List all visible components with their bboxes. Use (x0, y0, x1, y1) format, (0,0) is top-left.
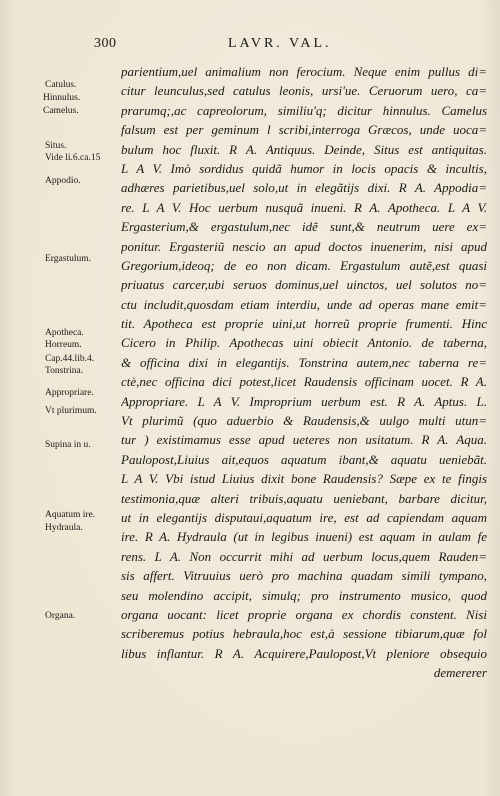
text-line: L A V. Vbi istud Liuius dixit bone Raudensis? Sæpe ex te fingis (121, 471, 487, 487)
catchword: demererer (433, 665, 487, 681)
body-text (121, 62, 487, 683)
text-line: libus inflantur. R A. Acquirere,Paulopost,Vt pleniore obsequio (121, 645, 487, 661)
margin-note-camelus: Camelus. (43, 106, 79, 116)
text-line: sis affert. Vitruuius uerò pro machina quadam simili tympano, (121, 568, 487, 584)
margin-notes (0, 0, 120, 796)
margin-note-apotheca: Apotheca. (45, 328, 84, 338)
margin-note-organa: Organa. (45, 611, 76, 621)
text-line: rens. L A. Non occurrit mihi ad uerbum locus,quem Rauden= (121, 548, 487, 564)
text-line: seu molendino accipit, simulq; pro instrumento musico, quod (121, 587, 487, 603)
page-number: 300 (94, 36, 117, 51)
text-line: Appropriare. L A V. Improprium uerbum est. R A. Aptus. L. (121, 393, 487, 409)
text-line: testimonia,quæ alteri tribuis,aquatu ueniebant, barbare dicitur, (121, 490, 487, 506)
text-line: re. L A V. Hoc uerbum nusquã inueni. R A. Apotheca. L A V. (121, 199, 487, 215)
margin-note-horreum: Horreum. (45, 340, 82, 350)
margin-note-hinnulus: Hinnulus. (43, 93, 81, 103)
text-line: tur ) existimamus esse apud ueteres non usitatum. R A. Aqua. (121, 432, 487, 448)
text-line: falsum est per geminum l scribi,interroga Græcos, unde uoca= (121, 122, 487, 138)
margin-note-aquatum: Aquatum ire. (45, 510, 96, 520)
text-line: tit. Apotheca est proprie uini,ut horreũ proprie frumenti. Hinc (121, 316, 487, 332)
text-line: scriberemus potius hebraula,hoc est,à sessione tibiarum,quæ fol (121, 626, 487, 642)
margin-note-appropriare: Appropriare. (45, 388, 94, 398)
text-line: organa uocant: licet proprie organa ex chordis constent. Nisi (121, 606, 487, 622)
text-line: priuatus carcer,ubi seruos dominus,uel uinctos, uel solutos no= (121, 277, 487, 293)
text-line: ponitur. Ergasteriũ nescio an apud doctos inuenerim, nisi apud (121, 238, 487, 254)
text-line: bulum hoc fluxit. R A. Antiquus. Deinde, Situs est antiquitas. (121, 141, 487, 157)
margin-note-situs: Situs. (45, 141, 67, 151)
text-line: Vt plurimũ (quo aduerbio & Raudensis,& uulgo multi utun= (121, 413, 487, 429)
margin-note-supina: Supina in u. (45, 440, 91, 450)
text-line: & officina dixi in elegantijs. Tonstrina autem,nec taberna re= (121, 354, 487, 370)
text-line: L A V. Imò sordidus quidã humor in locis opacis & incultis, (121, 160, 487, 176)
text-line: ctu includit,quosdam etiam interdiu, unde ad operas mane emit= (121, 296, 487, 312)
margin-note-appodio: Appodio. (45, 176, 81, 186)
margin-note-vide: Vide li.6.ca.15 (45, 153, 101, 163)
text-line: Gregorium,ideoq; de eo non dicam. Ergastulum autẽ,est quasi (121, 257, 487, 273)
text-line: Cicero in Philip. Apothecas uini obiecit Antonio. de taberna, (121, 335, 487, 351)
margin-note-tonstrina: Tonstrina. (45, 366, 84, 376)
margin-note-vt-plurimum: Vt plurimum. (45, 406, 97, 416)
text-line: parientium,uel animalium non ferocium. Neque enim pullus di= (121, 64, 487, 79)
margin-note-catulus: Catulus. (45, 80, 77, 90)
text-line: ut in elegantijs disputaui,aquatum ire, est ad capiendam aquam (121, 509, 487, 525)
margin-note-hydraula: Hydraula. (45, 523, 83, 533)
text-line: Paulopost,Liuius ait,equos aquatum ibant,& aquatu ueniebãt. (121, 451, 487, 467)
running-title: LAVR. VAL. (228, 36, 332, 51)
text-line: citur leunculus,sed catulus leonis, ursi'ue. Ceruorum uero, ca= (121, 83, 487, 99)
text-line: Ergasterium,& ergastulum,nec idẽ sunt,& neutrum uere ex= (121, 219, 487, 235)
text-line: ire. R A. Hydraula (ut in legibus inueni) est aquam in aulam fe (121, 529, 487, 545)
text-line: prarumq;,ac capreolorum, similiu'q; dicitur hinnulus. Camelus (121, 102, 487, 118)
margin-note-ergastulum: Ergastulum. (45, 254, 92, 264)
text-line: adhæres parietibus,uel solo,ut in elegãtijs dixi. R A. Appodia= (121, 180, 487, 196)
margin-note-cap: Cap.44.lib.4. (45, 354, 95, 364)
text-line: ctè,nec officina dici potest,licet Raudensis officinam uocet. R A. (121, 374, 487, 390)
